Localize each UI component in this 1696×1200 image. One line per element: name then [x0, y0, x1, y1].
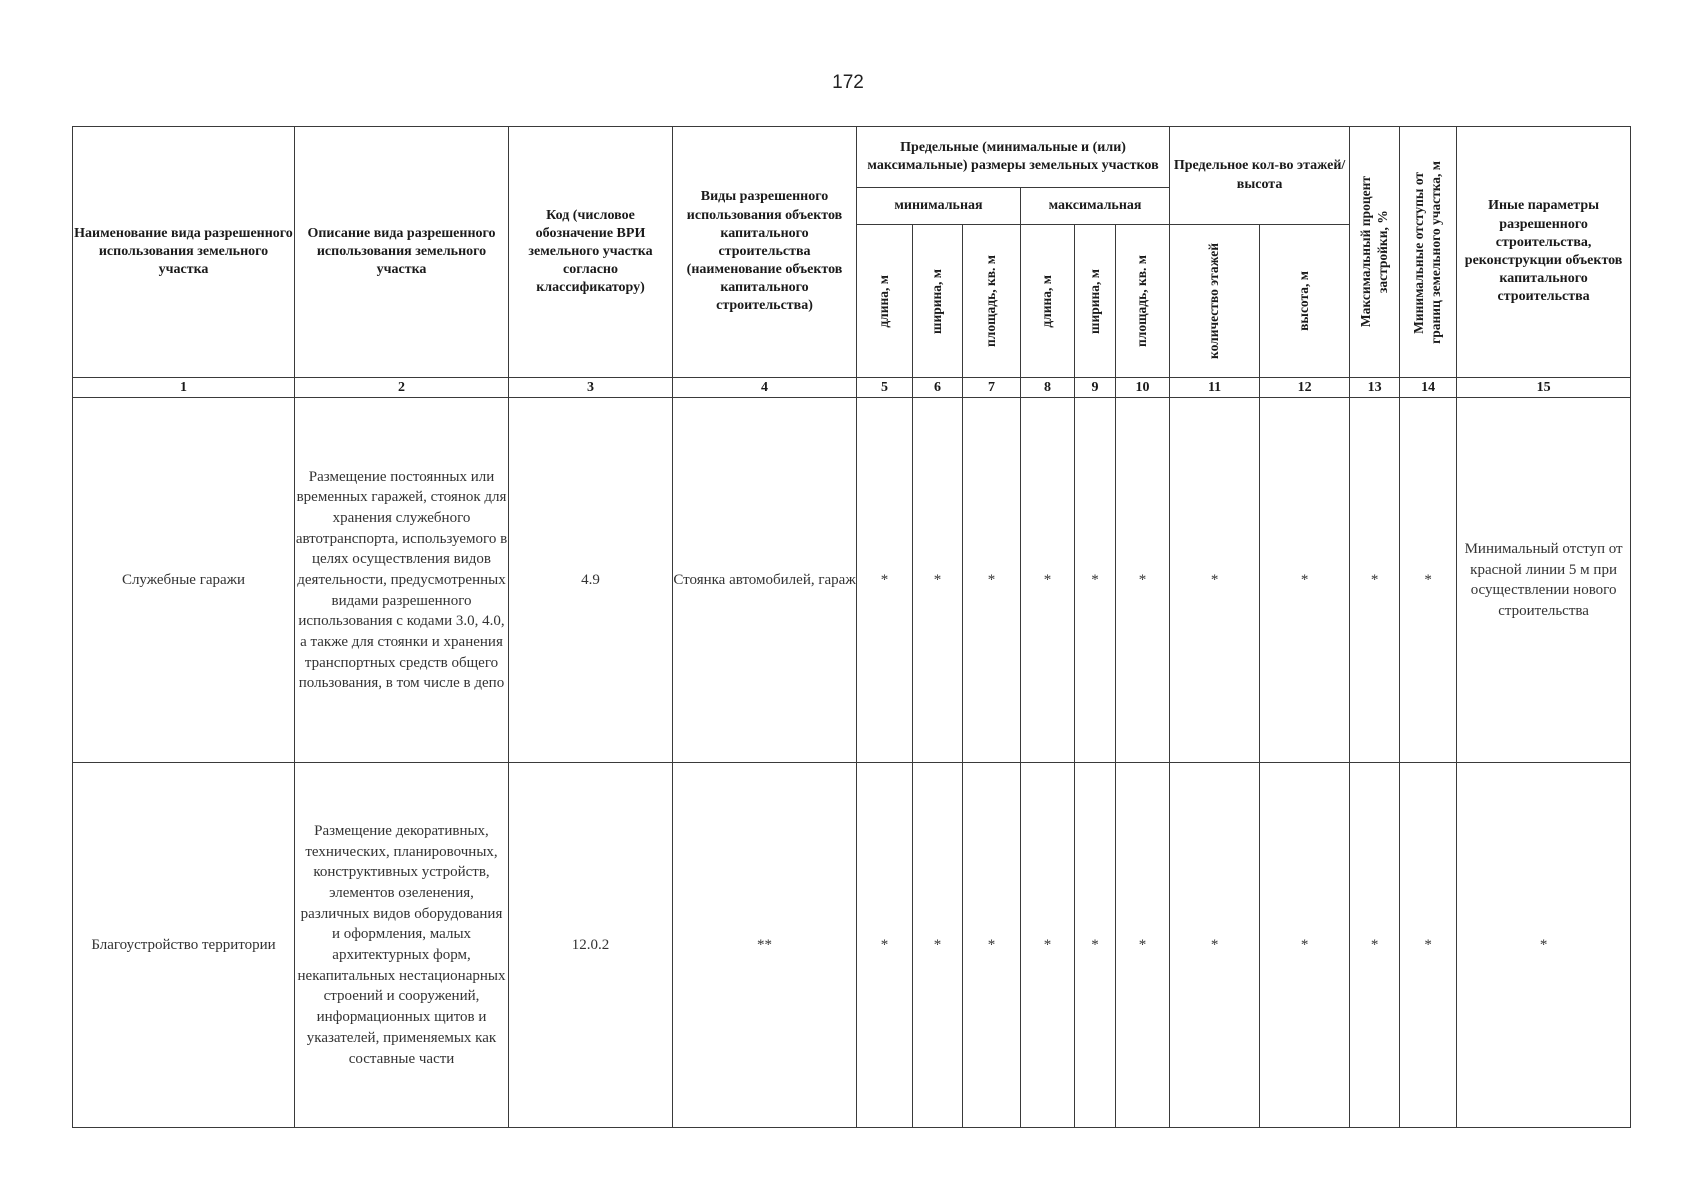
page-number: 172 [832, 72, 864, 93]
value-cell: * [913, 398, 963, 763]
other-params: Минимальный отступ от красной линии 5 м при осуществлении нового строительства [1457, 398, 1631, 763]
use-description: Размещение постоянных или временных гаражей, стоянок для хранения служебного автотранспорта, используемого в целях осуществления видов деятельности, предусмотренных видами разрешенного использования с кодами 3.0, 4.0, а также для стоянки и хранения транспортных средств общего пользования, в том числе в депо [295, 398, 509, 763]
value-cell: * [1350, 398, 1400, 763]
use-objects: Стоянка автомобилей, гараж [673, 398, 857, 763]
column-number: 11 [1170, 378, 1260, 398]
header-min-length: длина, м [857, 225, 913, 378]
column-number: 7 [963, 378, 1021, 398]
use-objects: ** [673, 763, 857, 1128]
value-cell: * [857, 763, 913, 1128]
use-code: 4.9 [509, 398, 673, 763]
value-cell: * [913, 763, 963, 1128]
column-number: 10 [1116, 378, 1170, 398]
column-number: 13 [1350, 378, 1400, 398]
header-min-area: площадь, кв. м [963, 225, 1021, 378]
column-number: 4 [673, 378, 857, 398]
value-cell: * [1075, 763, 1116, 1128]
column-number: 9 [1075, 378, 1116, 398]
header-name: Наименование вида разрешенного использования земельного участка [73, 127, 295, 378]
use-name: Служебные гаражи [73, 398, 295, 763]
value-cell: * [1021, 763, 1075, 1128]
column-number: 1 [73, 378, 295, 398]
header-description: Описание вида разрешенного использования земельного участка [295, 127, 509, 378]
header-max-area: площадь, кв. м [1116, 225, 1170, 378]
header-floors-height: Предельное кол-во этажей/высота [1170, 127, 1350, 225]
column-number: 5 [857, 378, 913, 398]
header-other-params: Иные параметры разрешенного строительства, реконструкции объектов капитального строительства [1457, 127, 1631, 378]
header-height: высота, м [1260, 225, 1350, 378]
value-cell: * [963, 398, 1021, 763]
header-min-width: ширина, м [913, 225, 963, 378]
header-max-build-percent: Максимальный процент застройки, % [1350, 127, 1400, 378]
column-number: 8 [1021, 378, 1075, 398]
other-params: * [1457, 763, 1631, 1128]
value-cell: * [1170, 763, 1260, 1128]
table-row [73, 398, 1631, 763]
column-number: 15 [1457, 378, 1631, 398]
value-cell: * [1170, 398, 1260, 763]
use-code: 12.0.2 [509, 763, 673, 1128]
column-numbers-row [73, 378, 1631, 398]
value-cell: * [1260, 398, 1350, 763]
header-floor-count: количество этажей [1170, 225, 1260, 378]
value-cell: * [1116, 398, 1170, 763]
header-minimal: минимальная [857, 188, 1021, 225]
header-code: Код (числовое обозначение ВРИ земельного участка согласно классификатору) [509, 127, 673, 378]
value-cell: * [1350, 763, 1400, 1128]
header-plot-sizes: Предельные (минимальные и (или) максимальные) размеры земельных участков [857, 127, 1170, 188]
value-cell: * [1260, 763, 1350, 1128]
value-cell: * [963, 763, 1021, 1128]
column-number: 14 [1400, 378, 1457, 398]
column-number: 2 [295, 378, 509, 398]
value-cell: * [1116, 763, 1170, 1128]
value-cell: * [857, 398, 913, 763]
header-max-width: ширина, м [1075, 225, 1116, 378]
zoning-parameters-table [72, 126, 1631, 1128]
column-number: 12 [1260, 378, 1350, 398]
use-name: Благоустройство территории [73, 763, 295, 1128]
value-cell: * [1021, 398, 1075, 763]
use-description: Размещение декоративных, технических, планировочных, конструктивных устройств, элементов озеленения, различных видов оборудования и оформления, малых архитектурных форм, некапитальных нестационарных строений и сооружений, информационных щитов и указателей, применяемых как составные части [295, 763, 509, 1128]
header-max-length: длина, м [1021, 225, 1075, 378]
header-min-setbacks: Минимальные отступы от границ земельного участка, м [1400, 127, 1457, 378]
value-cell: * [1075, 398, 1116, 763]
header-objects: Виды разрешенного использования объектов капитального строительства (наименование объектов капитального строительства) [673, 127, 857, 378]
value-cell: * [1400, 763, 1457, 1128]
header-maximal: максимальная [1021, 188, 1170, 225]
table-row [73, 763, 1631, 1128]
header-row-1 [73, 127, 1631, 188]
column-number: 6 [913, 378, 963, 398]
column-number: 3 [509, 378, 673, 398]
value-cell: * [1400, 398, 1457, 763]
